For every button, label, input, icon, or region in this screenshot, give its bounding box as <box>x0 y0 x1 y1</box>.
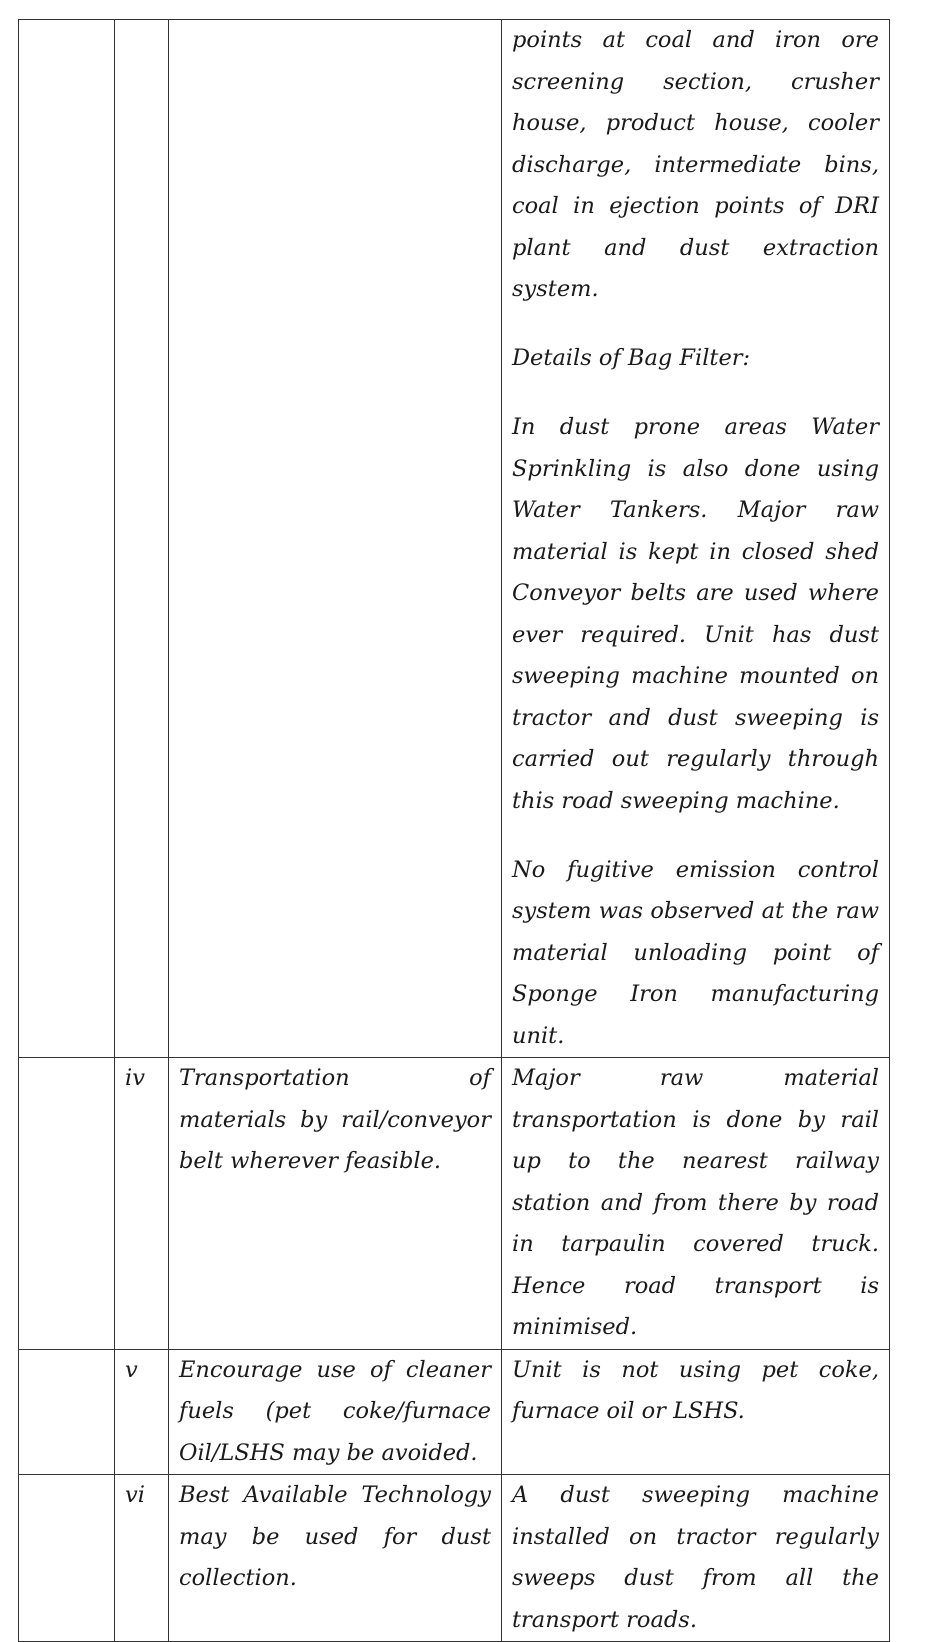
sub-number-cell <box>115 20 169 1058</box>
condition-cell: Encourage use of cleaner fuels (pet coke/furnace Oil/LSHS may be avoided. <box>169 1349 502 1475</box>
table-row <box>19 20 890 1058</box>
serial-cell <box>19 1475 115 1642</box>
serial-cell <box>19 1058 115 1350</box>
sub-number-cell: iv <box>115 1058 169 1350</box>
table-row <box>19 1349 890 1475</box>
compliance-table <box>18 19 890 1642</box>
status-paragraph: In dust prone areas Water Sprinkling is also done using Water Tankers. Major raw material is kept in closed shed Conveyor belts are used where ever required. Unit has dust sweeping machine mounted on tractor and dust sweeping is carried out regularly through this road sweeping machine. <box>512 414 879 814</box>
status-paragraph: Major raw material transportation is done by rail up to the nearest railway station and from there by road in tarpaulin covered truck. Hence road transport is minimised. <box>512 1065 879 1340</box>
status-paragraph: points at coal and iron ore screening section, crusher house, product house, cooler discharge, intermediate bins, coal in ejection points of DRI plant and dust extraction system. <box>512 27 879 302</box>
status-paragraph: A dust sweeping machine installed on tractor regularly sweeps dust from all the transport roads. <box>512 1482 879 1633</box>
condition-cell: Best Available Technology may be used for dust collection. <box>169 1475 502 1642</box>
status-paragraph: Details of Bag Filter: <box>512 345 751 371</box>
sub-number-cell: vi <box>115 1475 169 1642</box>
condition-cell: Transportation of materials by rail/conveyor belt wherever feasible. <box>169 1058 502 1350</box>
status-cell <box>502 1349 890 1475</box>
table-row <box>19 1058 890 1350</box>
status-cell <box>502 1058 890 1350</box>
condition-cell <box>169 20 502 1058</box>
table-row <box>19 1475 890 1642</box>
sub-number-cell: v <box>115 1349 169 1475</box>
status-cell <box>502 1475 890 1642</box>
serial-cell <box>19 20 115 1058</box>
status-cell <box>502 20 890 1058</box>
status-paragraph: Unit is not using pet coke, furnace oil or LSHS. <box>512 1356 879 1424</box>
status-paragraph: No fugitive emission control system was observed at the raw material unloading point of Sponge Iron manufacturing unit. <box>512 856 879 1049</box>
serial-cell <box>19 1349 115 1475</box>
